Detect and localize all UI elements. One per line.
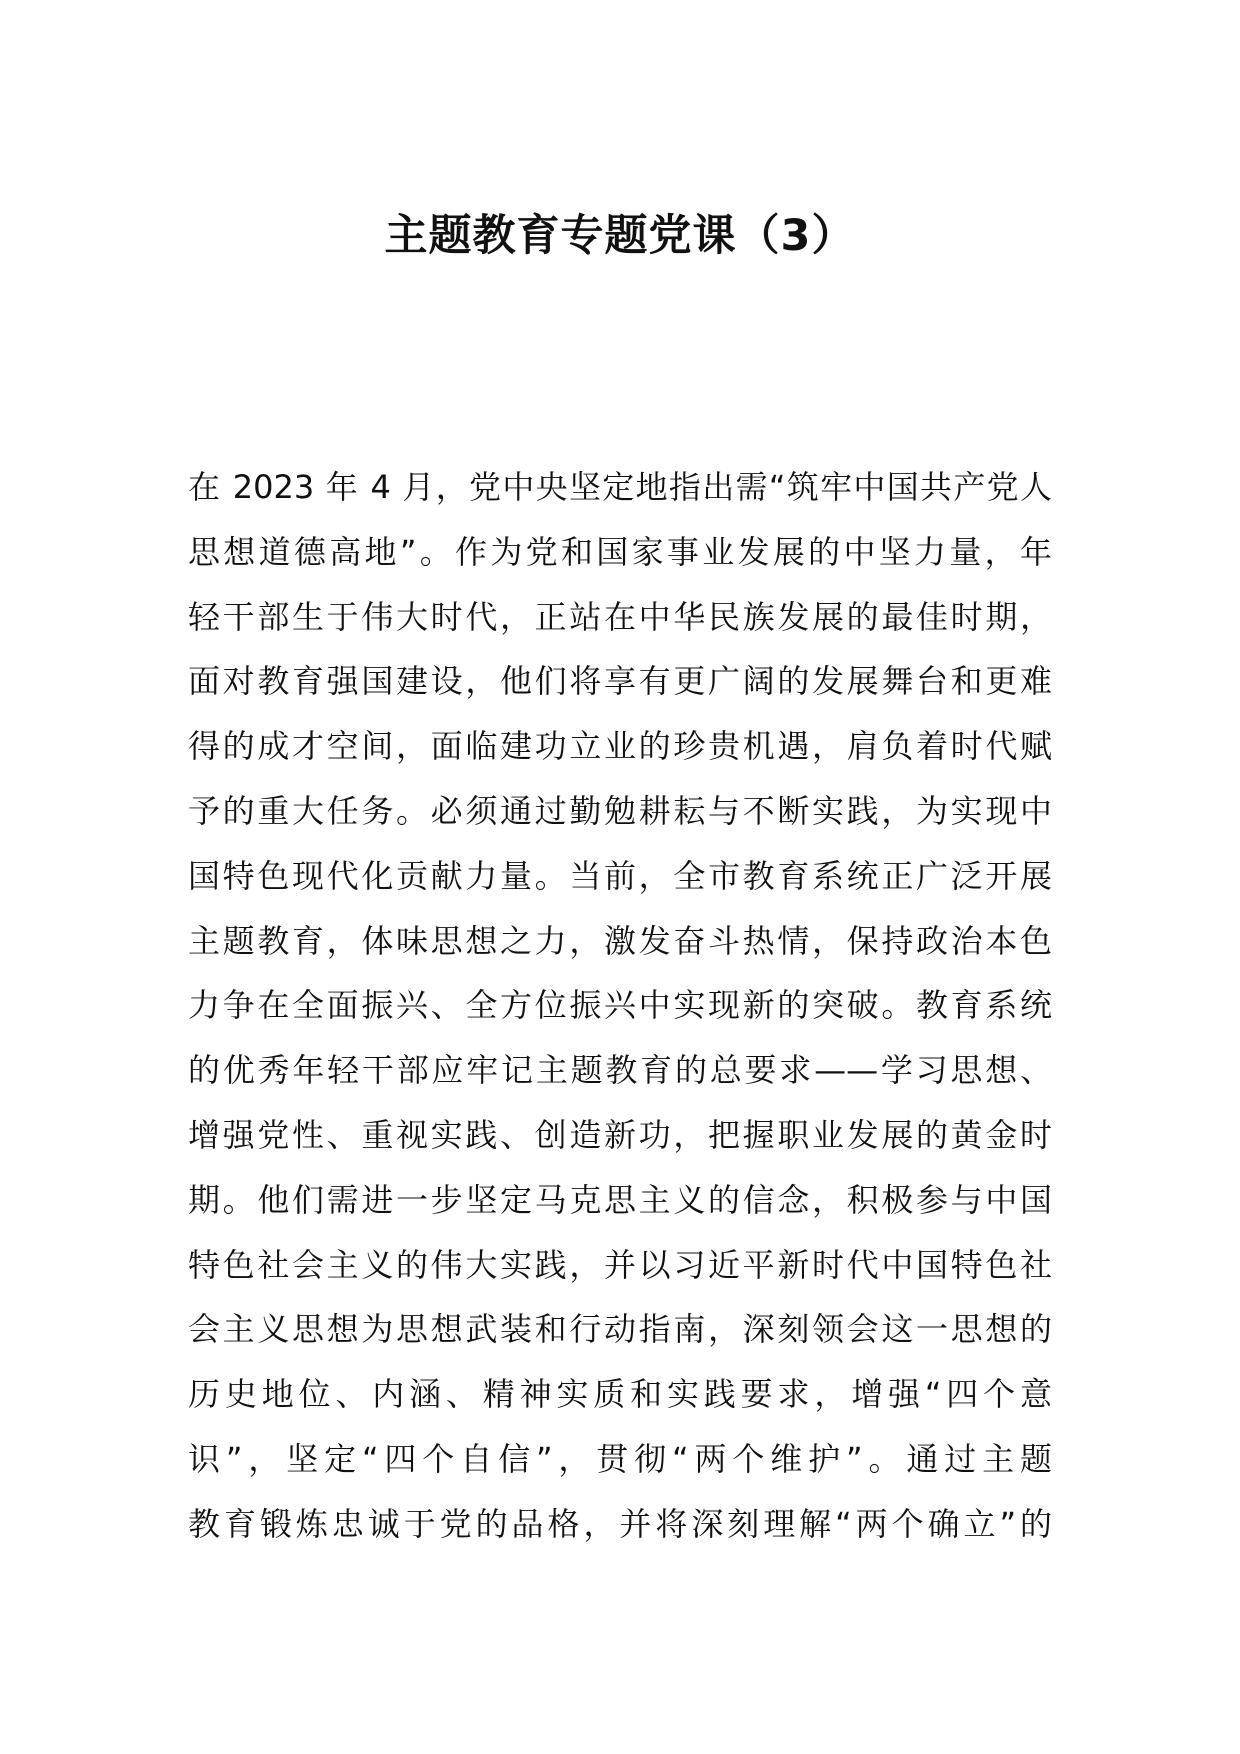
paragraph-line: 思想道德高地”。作为党和国家事业发展的中坚力量，年: [188, 532, 1052, 571]
paragraph-line: 增强党性、重视实践、创造新功，把握职业发展的黄金时: [188, 1115, 1052, 1154]
paragraph-line: 主题教育，体味思想之力，激发奋斗热情，保持政治本色: [188, 921, 1052, 960]
paragraph-line: 轻干部生于伟大时代，正站在中华民族发展的最佳时期，: [188, 597, 1052, 636]
paragraph-line: 力争在全面振兴、全方位振兴中实现新的突破。教育系统: [188, 986, 1052, 1025]
paragraph-line: 特色社会主义的伟大实践，并以习近平新时代中国特色社: [188, 1245, 1052, 1284]
paragraph-line: 在 2023 年 4 月，党中央坚定地指出需“筑牢中国共产党人: [188, 468, 1052, 506]
paragraph-line: 期。他们需进一步坚定马克思主义的信念，积极参与中国: [188, 1180, 1052, 1219]
paragraph-line: 国特色现代化贡献力量。当前，全市教育系统正广泛开展: [188, 856, 1052, 895]
paragraph-line: 予的重大任务。必须通过勤勉耕耘与不断实践，为实现中: [188, 791, 1052, 830]
paragraph-line: 会主义思想为思想武装和行动指南，深刻领会这一思想的: [188, 1310, 1052, 1349]
paragraph-line: 教育锻炼忠诚于党的品格，并将深刻理解“两个确立”的: [188, 1504, 1052, 1543]
paragraph-line: 的优秀年轻干部应牢记主题教育的总要求——学习思想、: [188, 1051, 1052, 1090]
body-paragraph: [188, 455, 1052, 1557]
paragraph-line: 得的成才空间，面临建功立业的珍贵机遇，肩负着时代赋: [188, 727, 1052, 766]
paragraph-line: 历史地位、内涵、精神实质和实践要求，增强“四个意: [188, 1375, 1052, 1414]
paragraph-line: 识”，坚定“四个自信”，贯彻“两个维护”。通过主题: [188, 1439, 1052, 1478]
document-title: 主题教育专题党课（3）: [384, 211, 856, 261]
paragraph-line: 面对教育强国建设，他们将享有更广阔的发展舞台和更难: [188, 662, 1052, 701]
